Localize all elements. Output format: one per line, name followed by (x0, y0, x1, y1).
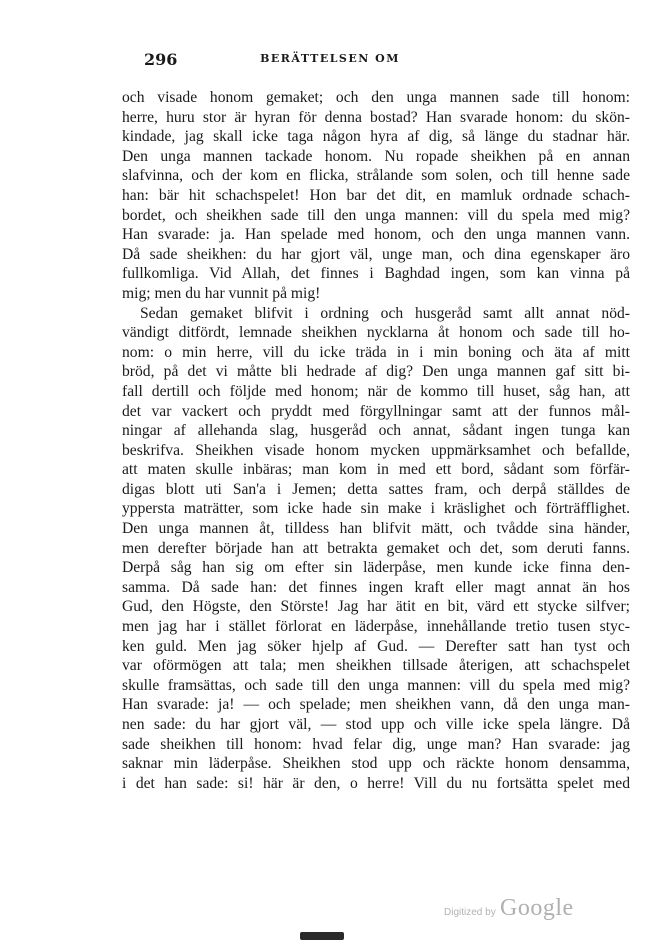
text-line: men derefter började han att betrakta gemaket och det, som deruti fanns. (122, 539, 630, 557)
text-line: Gud, den Högste, den Störste! Jag har ätit en bit, värd ett stycke silfver; (122, 598, 630, 616)
text-line: men jag har i stället förlorat en läderpåse, innehållande tretio tusen styc- (122, 618, 630, 636)
text-line: bordet, och sheikhen sade till den unga mannen: vill du spela med mig? (122, 206, 630, 224)
text-line: mig; men du har vunnit på mig! (122, 284, 321, 302)
text-line: beskrifva. Sheikhen visade honom mycken uppmärksamhet och befallde, (122, 441, 630, 459)
text-line: nom: o min herre, vill du icke träda in i min boning och äta af mitt (122, 343, 630, 361)
text-line: saknar min läderpåse. Sheikhen stod upp och räckte honom densamma, (122, 755, 630, 773)
text-line: nen sade: du har gjort väl, — stod upp och ville icke spela längre. Då (122, 716, 630, 733)
text-line: herre, huru stor är hyran för denna bostad? Han svarade honom: du skön- (122, 108, 630, 126)
digitized-watermark (430, 895, 600, 925)
text-line: ningar af allehanda slag, husgeråd och annat, sådant ingen tunga kan (122, 422, 630, 440)
page-header (120, 50, 540, 72)
page-number: 296 (144, 50, 178, 69)
text-line: ken guld. Men jag söker hjelp af Gud. — Derefter satt han tyst och (122, 637, 630, 655)
text-line: var oförmögen att tala; men sheikhen tillsade återigen, att schachspelet (122, 657, 630, 675)
text-line: skulle framsättas, och sade till den unga mannen: vill du spela med mig? (122, 676, 630, 694)
text-line: att maten skulle inbäras; man kom in med ett bord, sådant som förfär- (122, 461, 630, 479)
text-line: sade sheikhen till honom: hvad felar dig, unge man? Han svarade: jag (122, 735, 630, 753)
text-line: fullkomliga. Vid Allah, det finnes i Baghdad ingen, som kan vinna på (122, 265, 630, 283)
text-line: Derpå såg han sig om efter sin läderpåse, men kunde icke finna den- (122, 559, 630, 577)
text-line: Den unga mannen tackade honom. Nu ropade sheikhen på en annan (122, 147, 630, 165)
text-line: vändigt ditfördt, lemnade sheikhen nycklarna åt honom och sade till ho- (122, 324, 630, 342)
text-line: i det han sade: si! här är den, o herre! Vill du nu fortsätta spelet med (122, 774, 630, 792)
text-line: Den unga mannen åt, tilldess han blifvit mätt, och tvådde sina händer, (122, 520, 630, 538)
text-line: Sedan gemaket blifvit i ordning och husgeråd samt allt annat nöd- (140, 304, 630, 322)
text-line: slafvinna, och der kom en flicka, strålande som solen, och till henne sade (122, 167, 630, 185)
body-text (122, 88, 630, 793)
text-line: samma. Då sade han: det finnes ingen kraft eller magt annat än hos (122, 578, 630, 596)
watermark-logo: Google (500, 895, 574, 921)
text-line: yppersta maträtter, som icke hade sin make i kräslighet och förträfflighet. (122, 500, 630, 518)
text-line: kindade, jag skall icke taga någon hyra af dig, så länge du stadnar här. (122, 128, 630, 146)
text-line: Han svarade: ja! — och spelade; men sheikhen vann, då den unga man- (122, 696, 630, 714)
watermark-prefix: Digitized by (444, 907, 496, 918)
text-line: bröd, på det vi måtte bli hedrade af dig? Den unga mannen gaf sitt bi- (122, 363, 630, 381)
running-title: BERÄTTELSEN OM (260, 52, 400, 65)
text-line: och visade honom gemaket; och den unga mannen sade till honom: (122, 89, 630, 106)
text-line: Han svarade: ja. Han spelade med honom, och den unga mannen vann. (122, 226, 630, 244)
text-line: han: bär hit schachspelet! Hon bar det dit, en mamluk ordnade schach- (122, 186, 630, 204)
text-line: det var vackert och pryddt med förgyllningar samt att der funnos mål- (122, 402, 630, 420)
text-line: fall dertill och följde med honom; när de kommo till huset, såg han, att (122, 382, 630, 400)
text-line: digas blott uti San'a i Jemen; detta sattes fram, och derpå ställdes de (122, 480, 630, 498)
text-line: Då sade sheikhen: du har gjort väl, unge man, och dina egenskaper äro (122, 245, 630, 263)
catchword-mark (300, 932, 344, 940)
